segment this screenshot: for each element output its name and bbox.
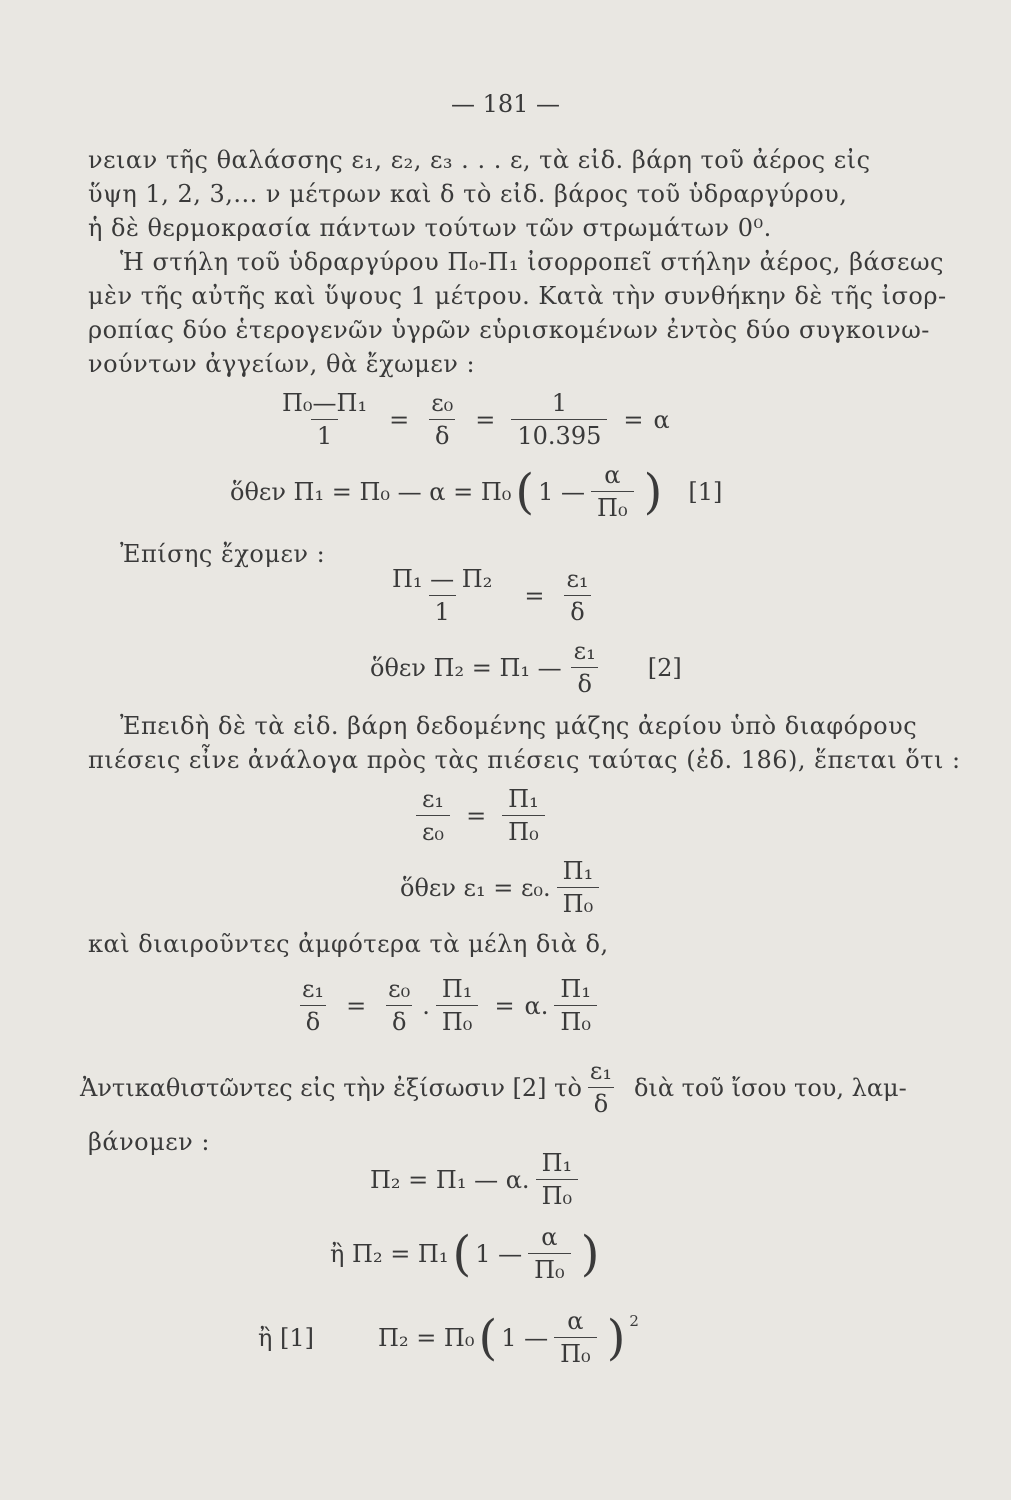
- eq-text: ὅθεν Π₂ = Π₁ —: [370, 653, 562, 682]
- denominator: ε₀: [416, 815, 450, 845]
- numerator: α: [567, 1307, 584, 1335]
- eq-text: α.: [524, 991, 549, 1020]
- text-line: Ἡ στήλη τοῦ ὑδραργύρου Π₀-Π₁ ἰσορροπεῖ στήλην ἀέρος, βάσεως: [120, 248, 944, 276]
- equation-9: ἢ Π₂ = Π₁ ( 1 — $\frac{\alpha}{\text{Π₀}}$ ): [330, 1223, 600, 1285]
- eq-text: ὅθεν ε₁ = ε₀.: [400, 873, 551, 902]
- numerator: Π₁: [541, 1149, 573, 1177]
- numerator: α: [604, 461, 621, 489]
- equation-6: [400, 858, 605, 918]
- denominator: Π₀: [502, 815, 545, 845]
- denominator: δ: [429, 419, 455, 449]
- numerator: ε₀: [388, 975, 411, 1003]
- exponent: 2: [629, 1312, 639, 1330]
- equation-5: $\frac{\text{ε₁}}{\text{ε₀}}$ = $\frac{\text{Π₁}}{\text{Π₀}}$: [410, 786, 551, 846]
- equation-3: $\frac{\text{Π₁ — Π₂}}{1}$ = $\frac{\text{ε₁}}{\delta}$: [370, 566, 601, 626]
- denominator: δ: [564, 595, 590, 625]
- fraction: [568, 638, 602, 698]
- eq-text: διὰ τοῦ ἴσου του, λαμ-: [633, 1073, 907, 1102]
- numerator: 1: [551, 389, 568, 417]
- numerator: ε₁: [302, 975, 325, 1003]
- eq-text: 1 —: [501, 1323, 549, 1352]
- text-line: νούντων ἀγγείων, θὰ ἔχωμεν :: [88, 350, 476, 378]
- eq-text: 1 —: [475, 1239, 523, 1268]
- denominator: Π₀: [554, 1337, 597, 1367]
- equation-8: [370, 1150, 584, 1210]
- fraction: [591, 462, 634, 522]
- eq-text: Π₂ = Π₀: [378, 1323, 475, 1352]
- text-line: ὕψη 1, 2, 3,... ν μέτρων καὶ δ τὸ εἰδ. βάρος τοῦ ὑδραργύρου,: [88, 180, 848, 208]
- fraction: [276, 390, 373, 450]
- equation-tag: [2]: [647, 653, 682, 682]
- equation-1: $\frac{\text{Π₀—Π₁}}{1}$ = $\frac{\text{ε₀}}{\delta}$ = $\frac{1}{10.395}$ = α: [270, 390, 670, 450]
- text-line: ροπίας δύο ἑτερογενῶν ὑγρῶν εὑρισκομένων ἐντὸς δύο συγκοινω-: [88, 316, 930, 344]
- fraction: [502, 786, 545, 846]
- eq-text: ἢ Π₂ = Π₁: [330, 1239, 449, 1268]
- denominator: Π₀: [536, 1179, 579, 1209]
- equation-2: ὅθεν Π₁ = Π₀ — α = Π₀ ( 1 — $\frac{\alpha}{\text{Π₀}}$ ) [1]: [230, 461, 723, 523]
- fraction: [557, 858, 600, 918]
- text-line: ἡ δὲ θερμοκρασία πάντων τούτων τῶν στρωμάτων 0⁰.: [88, 214, 772, 242]
- denominator: Π₀: [591, 491, 634, 521]
- eq-text: ὅθεν Π₁ = Π₀ — α = Π₀: [230, 477, 512, 506]
- denominator: Π₀: [554, 1005, 597, 1035]
- denominator: δ: [588, 1087, 614, 1117]
- fraction: [584, 1058, 618, 1118]
- fraction: [528, 1224, 571, 1284]
- fraction: [425, 390, 459, 450]
- fraction: [536, 1150, 579, 1210]
- numerator: ε₁: [422, 785, 445, 813]
- numerator: α: [541, 1223, 558, 1251]
- equation-4: [370, 638, 682, 698]
- denominator: 1: [429, 595, 456, 625]
- eq-text: ἢ [1]: [258, 1323, 315, 1352]
- eq-text: Ἀντικαθιστῶντες εἰς τὴν ἐξίσωσιν [2] τὸ: [80, 1073, 582, 1102]
- text-line: βάνομεν :: [88, 1128, 210, 1156]
- page-number: — 181 —: [450, 90, 561, 118]
- numerator: Π₁: [508, 785, 539, 813]
- denominator: 10.395: [511, 419, 607, 449]
- numerator: Π₀—Π₁: [282, 389, 368, 417]
- fraction: [376, 566, 508, 626]
- numerator: Π₁ — Π₂: [392, 565, 493, 593]
- fraction: [560, 566, 594, 626]
- text-line-with-fraction: [80, 1058, 907, 1118]
- numerator: ε₁: [566, 565, 589, 593]
- denominator: 1: [311, 419, 338, 449]
- denominator: Π₀: [528, 1253, 571, 1283]
- numerator: Π₁: [441, 975, 473, 1003]
- denominator: Π₀: [557, 887, 600, 917]
- fraction: [436, 976, 479, 1036]
- fraction: [382, 976, 416, 1036]
- fraction: [554, 1308, 597, 1368]
- text-line: νειαν τῆς θαλάσσης ε₁, ε₂, ε₃ . . . ε, τὰ εἰδ. βάρη τοῦ ἀέρος εἰς: [88, 146, 871, 174]
- fraction: [554, 976, 597, 1036]
- denominator: δ: [571, 667, 597, 697]
- eq-text: 1 —: [538, 477, 586, 506]
- text-line: Ἐπίσης ἔχομεν :: [120, 540, 326, 568]
- equation-tag: [1]: [688, 477, 723, 506]
- fraction: [511, 390, 607, 450]
- equation-7: $\frac{\text{ε₁}}{\delta}$ = $\frac{\text{ε₀}}{\delta}$ . $\frac{\text{Π₁}}{\text{Π₀}}$ = α. $\frac{\text{Π₁}}{\text{Π₀}}$: [290, 976, 603, 1036]
- denominator: δ: [386, 1005, 412, 1035]
- text-line: μὲν τῆς αὐτῆς καὶ ὕψους 1 μέτρου. Κατὰ τὴν συνθήκην δὲ τῆς ἰσορ-: [88, 282, 947, 310]
- rhs: α: [653, 405, 670, 434]
- numerator: ε₁: [589, 1057, 612, 1085]
- numerator: Π₁: [560, 975, 591, 1003]
- equation-10: ἢ [1] Π₂ = Π₀ ( 1 — $\frac{\alpha}{\text{Π₀}}$ ) 2: [258, 1307, 639, 1369]
- text-line: καὶ διαιροῦντες ἀμφότερα τὰ μέλη διὰ δ,: [88, 930, 609, 958]
- text-line: Ἐπειδὴ δὲ τὰ εἰδ. βάρη δεδομένης μάζης ἀερίου ὑπὸ διαφόρους: [120, 712, 918, 740]
- numerator: Π₁: [562, 857, 594, 885]
- numerator: ε₀: [431, 389, 454, 417]
- fraction: [296, 976, 330, 1036]
- denominator: δ: [300, 1005, 326, 1035]
- fraction: [416, 786, 450, 846]
- numerator: ε₁: [573, 637, 596, 665]
- denominator: Π₀: [436, 1005, 479, 1035]
- eq-text: Π₂ = Π₁ — α.: [370, 1165, 530, 1194]
- text-line: πιέσεις εἶνε ἀνάλογα πρὸς τὰς πιέσεις ταύτας (ἐδ. 186), ἕπεται ὅτι :: [88, 746, 961, 774]
